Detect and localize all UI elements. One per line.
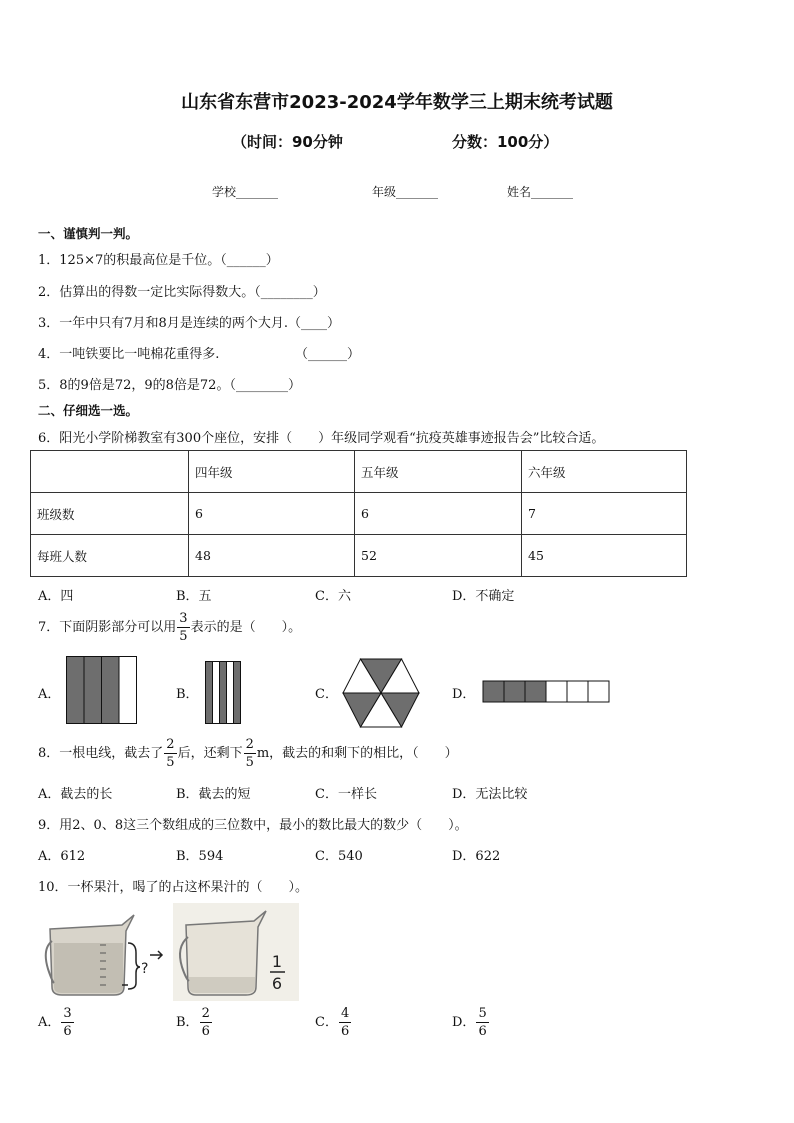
question-10: 10．一杯果汁，喝了的占这杯果汁的（ ）。 [38,880,309,895]
full-cup-icon [46,915,140,995]
section2-heading: 二、仔细选一选。 [38,403,139,418]
exam-score: 分数：100分） [452,133,559,151]
fraction [244,738,256,769]
table-header: 五年级 [355,451,522,493]
table-row [31,535,687,577]
q7-figure-a[interactable] [66,656,139,726]
exam-time: （时间：90分钟 [232,133,343,151]
frac-num: 3 [179,611,188,626]
q9-option-c[interactable]: C．540 [315,849,363,864]
question-7 [38,612,301,643]
arrow-right-icon [150,951,162,959]
question-2: 2．估算出的得数一定比实际得数大。（________） [38,285,326,300]
q10-option-d[interactable] [452,1007,490,1038]
q6-option-a[interactable]: A．四 [38,589,74,604]
image-frac-den: 6 [271,974,283,993]
question-1: 1．125×7的积最高位是千位。（______） [38,253,279,268]
fraction [200,1007,212,1038]
question-3: 3．一年中只有7月和8月是连续的两个大月.（____） [38,316,340,331]
q8-option-b[interactable]: B．截去的短 [176,787,251,802]
school-field[interactable]: 学校_______ [212,185,279,199]
q9-option-d[interactable]: D．622 [452,849,501,864]
table-cell: 48 [189,535,355,577]
question-4-blank[interactable]: （______） [295,347,361,362]
question-9: 9．用2、0、8这三个数组成的三位数中，最小的数比最大的数少（ ）。 [38,818,468,833]
frac-num: 2 [201,1006,210,1021]
q7-figure-d[interactable] [482,680,612,704]
fraction [164,738,176,769]
class-table [30,450,687,577]
image-frac-num: 1 [271,952,283,971]
q9-option-b[interactable]: B．594 [176,849,224,864]
q8-part2: 后，还剩下 [177,746,243,761]
question-mark: ? [141,961,149,977]
q7-option-a-label[interactable]: A． [38,687,61,702]
table-cell: 每班人数 [31,535,189,577]
question-8 [38,738,458,769]
table-header: 六年级 [522,451,687,493]
q10-option-a[interactable] [38,1007,75,1038]
table-header: 四年级 [189,451,355,493]
frac-den: 6 [340,1024,350,1039]
frac-den: 6 [63,1024,72,1039]
q7-option-b-label[interactable]: B． [176,687,199,702]
frac-num: 5 [478,1006,487,1021]
q9-option-a[interactable]: A．612 [38,849,86,864]
q8-part1: 8．一根电线，截去了 [38,746,164,761]
table-cell: 6 [355,493,522,535]
fraction [476,1007,488,1038]
q7-suffix: 表示的是（ ）。 [190,620,302,635]
fraction [339,1007,351,1038]
table-cell: 7 [522,493,687,535]
table-cell [31,451,189,493]
q6-option-b[interactable]: B．五 [176,589,212,604]
juice-cups-image [44,903,299,1001]
q7-figure-c[interactable] [340,657,422,729]
q10-option-b[interactable] [176,1007,213,1038]
question-5: 5．8的9倍是72，9的8倍是72。（________） [38,378,301,393]
option-label: A． [38,1015,61,1030]
frac-num: 3 [63,1006,72,1021]
q6-option-d[interactable]: D．不确定 [452,589,515,604]
frac-den: 6 [201,1024,210,1039]
frac-num: 4 [340,1006,350,1021]
grade-field[interactable]: 年级_______ [372,185,439,199]
frac-den: 5 [166,755,175,770]
question-4: 4．一吨铁要比一吨棉花重得多. [38,347,220,362]
frac-num: 2 [166,737,175,752]
q6-option-c[interactable]: C．六 [315,589,351,604]
frac-den: 6 [478,1024,487,1039]
table-cell: 6 [189,493,355,535]
table-header-row [31,451,687,493]
table-row [31,493,687,535]
fraction [61,1007,73,1038]
question-6: 6．阳光小学阶梯教室有300个座位，安排（ ）年级同学观看“抗疫英雄事迹报告会”比较合适。 [38,431,605,446]
q7-option-c-label[interactable]: C． [315,687,338,702]
fraction [177,612,189,643]
q8-part3: m，截去的和剩下的相比，（ ） [256,746,458,761]
section1-heading: 一、谨慎判一判。 [38,226,139,241]
q7-figure-b[interactable] [205,661,243,725]
name-field[interactable]: 姓名_______ [507,185,574,199]
page-title: 山东省东营市2023-2024学年数学三上期末统考试题 [181,92,613,113]
q7-option-d-label[interactable]: D． [452,687,476,702]
q10-option-c[interactable] [315,1007,352,1038]
frac-den: 5 [179,629,188,644]
option-label: C． [315,1015,338,1030]
table-cell: 52 [355,535,522,577]
frac-den: 5 [245,755,254,770]
q8-option-d[interactable]: D．无法比较 [452,787,528,802]
option-label: D． [452,1015,476,1030]
q8-option-a[interactable]: A．截去的长 [38,787,113,802]
table-cell: 45 [522,535,687,577]
frac-num: 2 [245,737,254,752]
q7-prefix: 7．下面阴影部分可以用 [38,620,177,635]
table-cell: 班级数 [31,493,189,535]
q8-option-c[interactable]: C．一样长 [315,787,377,802]
option-label: B． [176,1015,199,1030]
